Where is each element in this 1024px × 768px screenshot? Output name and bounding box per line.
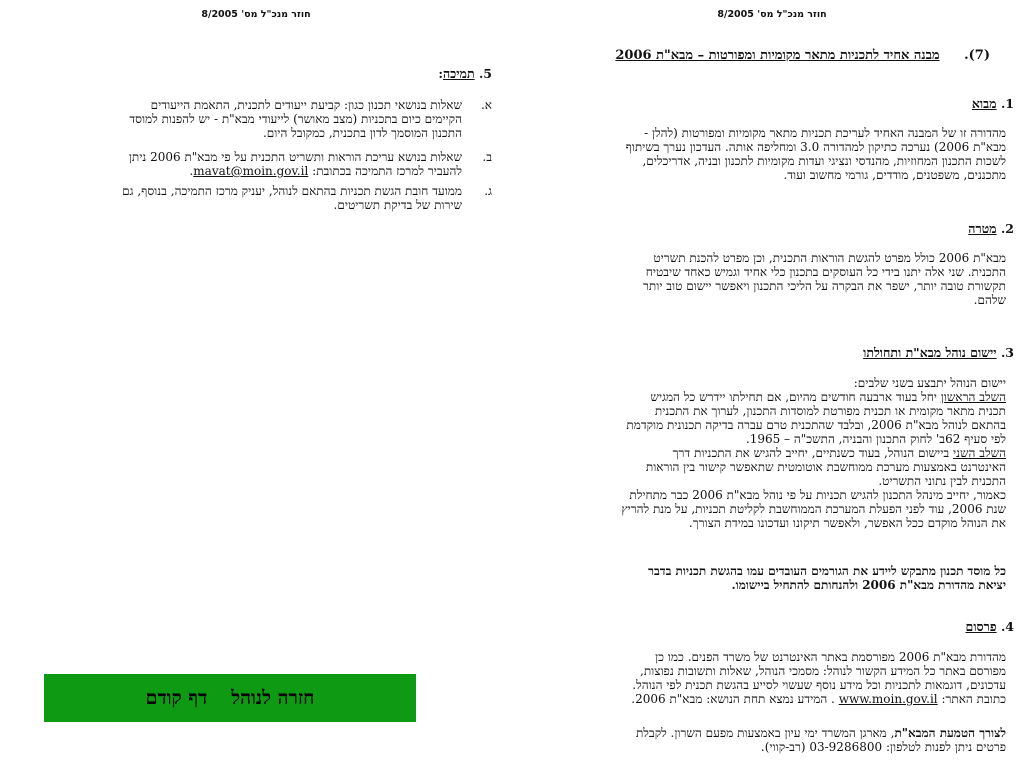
back-to-procedure-link[interactable]: חזרה לנוהל — [231, 686, 315, 709]
section-colon: : — [438, 66, 443, 81]
title-text: מבנה אחיד לתכניות מתאר מקומיות ומפורטות – מבא"ת 2006 — [615, 48, 940, 63]
section-number: 2. — [1000, 221, 1014, 236]
item-line: להעביר למרכז התמיכה בכתובת: — [312, 164, 462, 178]
text-line: מהדורת מבא"ת 2006 מפורסמת באתר האינטרנט של משרד הפנים. כמו כן — [655, 650, 1006, 664]
section-number: 5. — [478, 66, 492, 81]
text-line: מבא"ת 2006) נערכה כתיקון למהדורה 3.0 ומחליפה אותה. העדכון נערך בשיתוף — [625, 140, 1006, 154]
section-title: תמיכה — [442, 66, 475, 81]
support-item-c — [17, 184, 492, 212]
text-line: ביישום הנוהל, בעוד כשנתיים, יחייב להגיש את התכניות דרך — [672, 446, 953, 460]
text-fragment: לצורך הטמעת המבא"ת — [894, 726, 1006, 740]
section-number: 4. — [1000, 619, 1014, 634]
section-title: מבוא — [971, 96, 997, 111]
section-1-body — [536, 126, 1006, 182]
text-line: מתכננים, משפטנים, מודדים, גורמי מחשוב ועוד. — [783, 168, 1006, 182]
text-line: תכנית מתאר מקומית או תכנית מפורטת למוסדות התכנון, לערוך את התכנית — [654, 404, 1006, 418]
moin-website-link[interactable]: www.moin.gov.il — [838, 692, 938, 706]
text-line: בהתאם לנוהל מבא"ת 2006, ובלבד שהתכנית טרם עברה בדיקה תכנונית מוקדמת — [626, 418, 1006, 432]
text-line: יחל בעוד ארבעה חודשים מהיום, אם תחילתו יידרש כל המגיש — [650, 390, 941, 404]
page-header: חוזר מנכ"ל מס' 8/2005 — [201, 9, 311, 20]
item-letter: א. — [480, 98, 492, 112]
item-letter: ג. — [484, 184, 492, 198]
section-5-heading — [438, 66, 492, 82]
text-line: מהדורה זו של המבנה האחיד לעריכת תכניות מתאר מקומיות ומפורטות (להלן - — [644, 126, 1006, 140]
support-email-link[interactable]: mavat@moin.gov.il — [193, 164, 309, 178]
text-line: התכנית לבין נתוני התשריט. — [878, 474, 1006, 488]
stage-label: השלב הראשון — [940, 390, 1006, 404]
text-fragment: . המידע נמצא תחת הנושא: מבא"ת 2006. — [631, 692, 835, 706]
text-line: האינטרנט באמצעות מערכת ממוחשבת אוטומטית שתאפשר קישור בין הוראות — [645, 460, 1006, 474]
text-line: כל מוסד תכנון מתבקש ליידע את הגורמים העובדים עמו בהגשת תכניות בדבר — [648, 564, 1006, 578]
section-4-heading — [966, 619, 1014, 635]
section-3-notice — [536, 564, 1006, 592]
section-number: 3. — [1000, 345, 1014, 360]
text-line: יציאת מהדורת מבא"ת 2006 ולהנחותם להתחיל ביישומו. — [731, 578, 1006, 592]
previous-page-link[interactable]: דף קודם — [145, 686, 208, 709]
item-line: שאלות בנושא עריכת הוראות ותשריט התכנית על פי מבא"ת 2006 ניתן — [128, 150, 462, 164]
text-line: יישום הנוהל יתבצע בשני שלבים: — [853, 376, 1006, 390]
item-line: שאלות בנושאי תכנון כגון: קביעת ייעודים לתכנית, התאמת הייעודים — [150, 98, 462, 112]
item-letter: ב. — [482, 150, 492, 164]
item-line: התכנון המוסמך לדון בתכנית, כמקובל היום. — [262, 126, 462, 140]
text-line: התכנית. שני אלה יתנו בידי כל העוסקים בתכנון כלי אחיד וגמיש כאחד שיבטיח — [645, 265, 1006, 279]
section-title: פרסום — [965, 619, 997, 634]
navigation-bar — [44, 674, 416, 722]
item-line: ממועד חובת הגשת תכניות בהתאם לנוהל, יעניק מרכז התמיכה, בנוסף, גם — [122, 184, 462, 198]
text-line: עדכונים, דוגמאות לתכניות וכל מידע נוסף שעשוי לסייע בהגשת תכנית לפי הנוהל. — [632, 678, 1006, 692]
right-page — [520, 0, 1024, 768]
document-title — [615, 47, 990, 63]
section-2-body — [536, 251, 1006, 307]
text-line: את הנוהל מוקדם ככל האפשר, ולאפשר תיקונו ועדכונו במידת הצורך. — [688, 516, 1006, 530]
item-line: הקיימים כיום בתכניות (מצב מאושר) לייעודי מבא"ת - יש להפנות למוסד — [129, 112, 462, 126]
text-line: פרטים ניתן לפנות לטלפון: 03-9286800 (רב-קווי). — [760, 740, 1006, 754]
section-title: מטרה — [968, 221, 997, 236]
title-number: (7). — [964, 48, 990, 63]
section-3-body — [536, 376, 1006, 530]
text-line: שנת 2006, עוד לפני הפעלת המערכת הממוחשבת לקליטת תכניות, על מנת להריץ — [621, 502, 1006, 516]
section-2-heading — [968, 221, 1014, 237]
text-line: כאמור, יחייב מינהל התכנון להגיש תכניות על פי נוהל מבא"ת 2006 כבר מתחילת — [629, 488, 1006, 502]
item-line: שירות של בדיקת תשריטים. — [333, 198, 462, 212]
section-3-heading — [863, 345, 1014, 361]
section-4-body — [536, 650, 1006, 706]
section-1-heading — [972, 96, 1014, 112]
stage-label: השלב השני — [952, 446, 1006, 460]
text-line: מבא"ת 2006 כולל מפרט להגשת הוראות התכנית, וכן מפרט להכנת תשריט — [653, 251, 1006, 265]
text-line: לפי סעיף 62ב' לחוק התכנון והבניה, התשכ"ה – 1965. — [745, 432, 1006, 446]
text-line: מפורסם באתר כל המידע הקשור לנוהל: מסמכי הנוהל, שאלות ותשובות נפוצות, — [640, 664, 1006, 678]
text-line: , מארגן המשרד ימי עיון באמצעות מפעם השרון. לקבלת — [635, 726, 895, 740]
text-line: שלהם. — [973, 293, 1006, 307]
support-item-a — [17, 98, 492, 140]
section-number: 1. — [1000, 96, 1014, 111]
text-fragment: כתובת האתר: — [941, 692, 1006, 706]
section-title: יישום נוהל מבא"ת ותחולתו — [863, 345, 997, 360]
text-line: תקשורת טובה יותר, ישפר את הבקרה על הליכי התכנון ויאפשר יישום טוב יותר — [643, 279, 1006, 293]
support-item-b: ב. שאלות בנושא עריכת הוראות ותשריט התכנית על פי מבא"ת 2006 ניתן להעביר למרכז התמיכה בכתובת: mavat@moin.gov.il. — [17, 150, 462, 178]
text-line: לשכות התכנון המחוזיות, מהנדסי ונציגי ועדות מקומיות לתכנון ובניה, אדריכלים, — [642, 154, 1006, 168]
section-4-training — [536, 726, 1006, 754]
page-header: חוזר מנכ"ל מס' 8/2005 — [717, 9, 827, 20]
